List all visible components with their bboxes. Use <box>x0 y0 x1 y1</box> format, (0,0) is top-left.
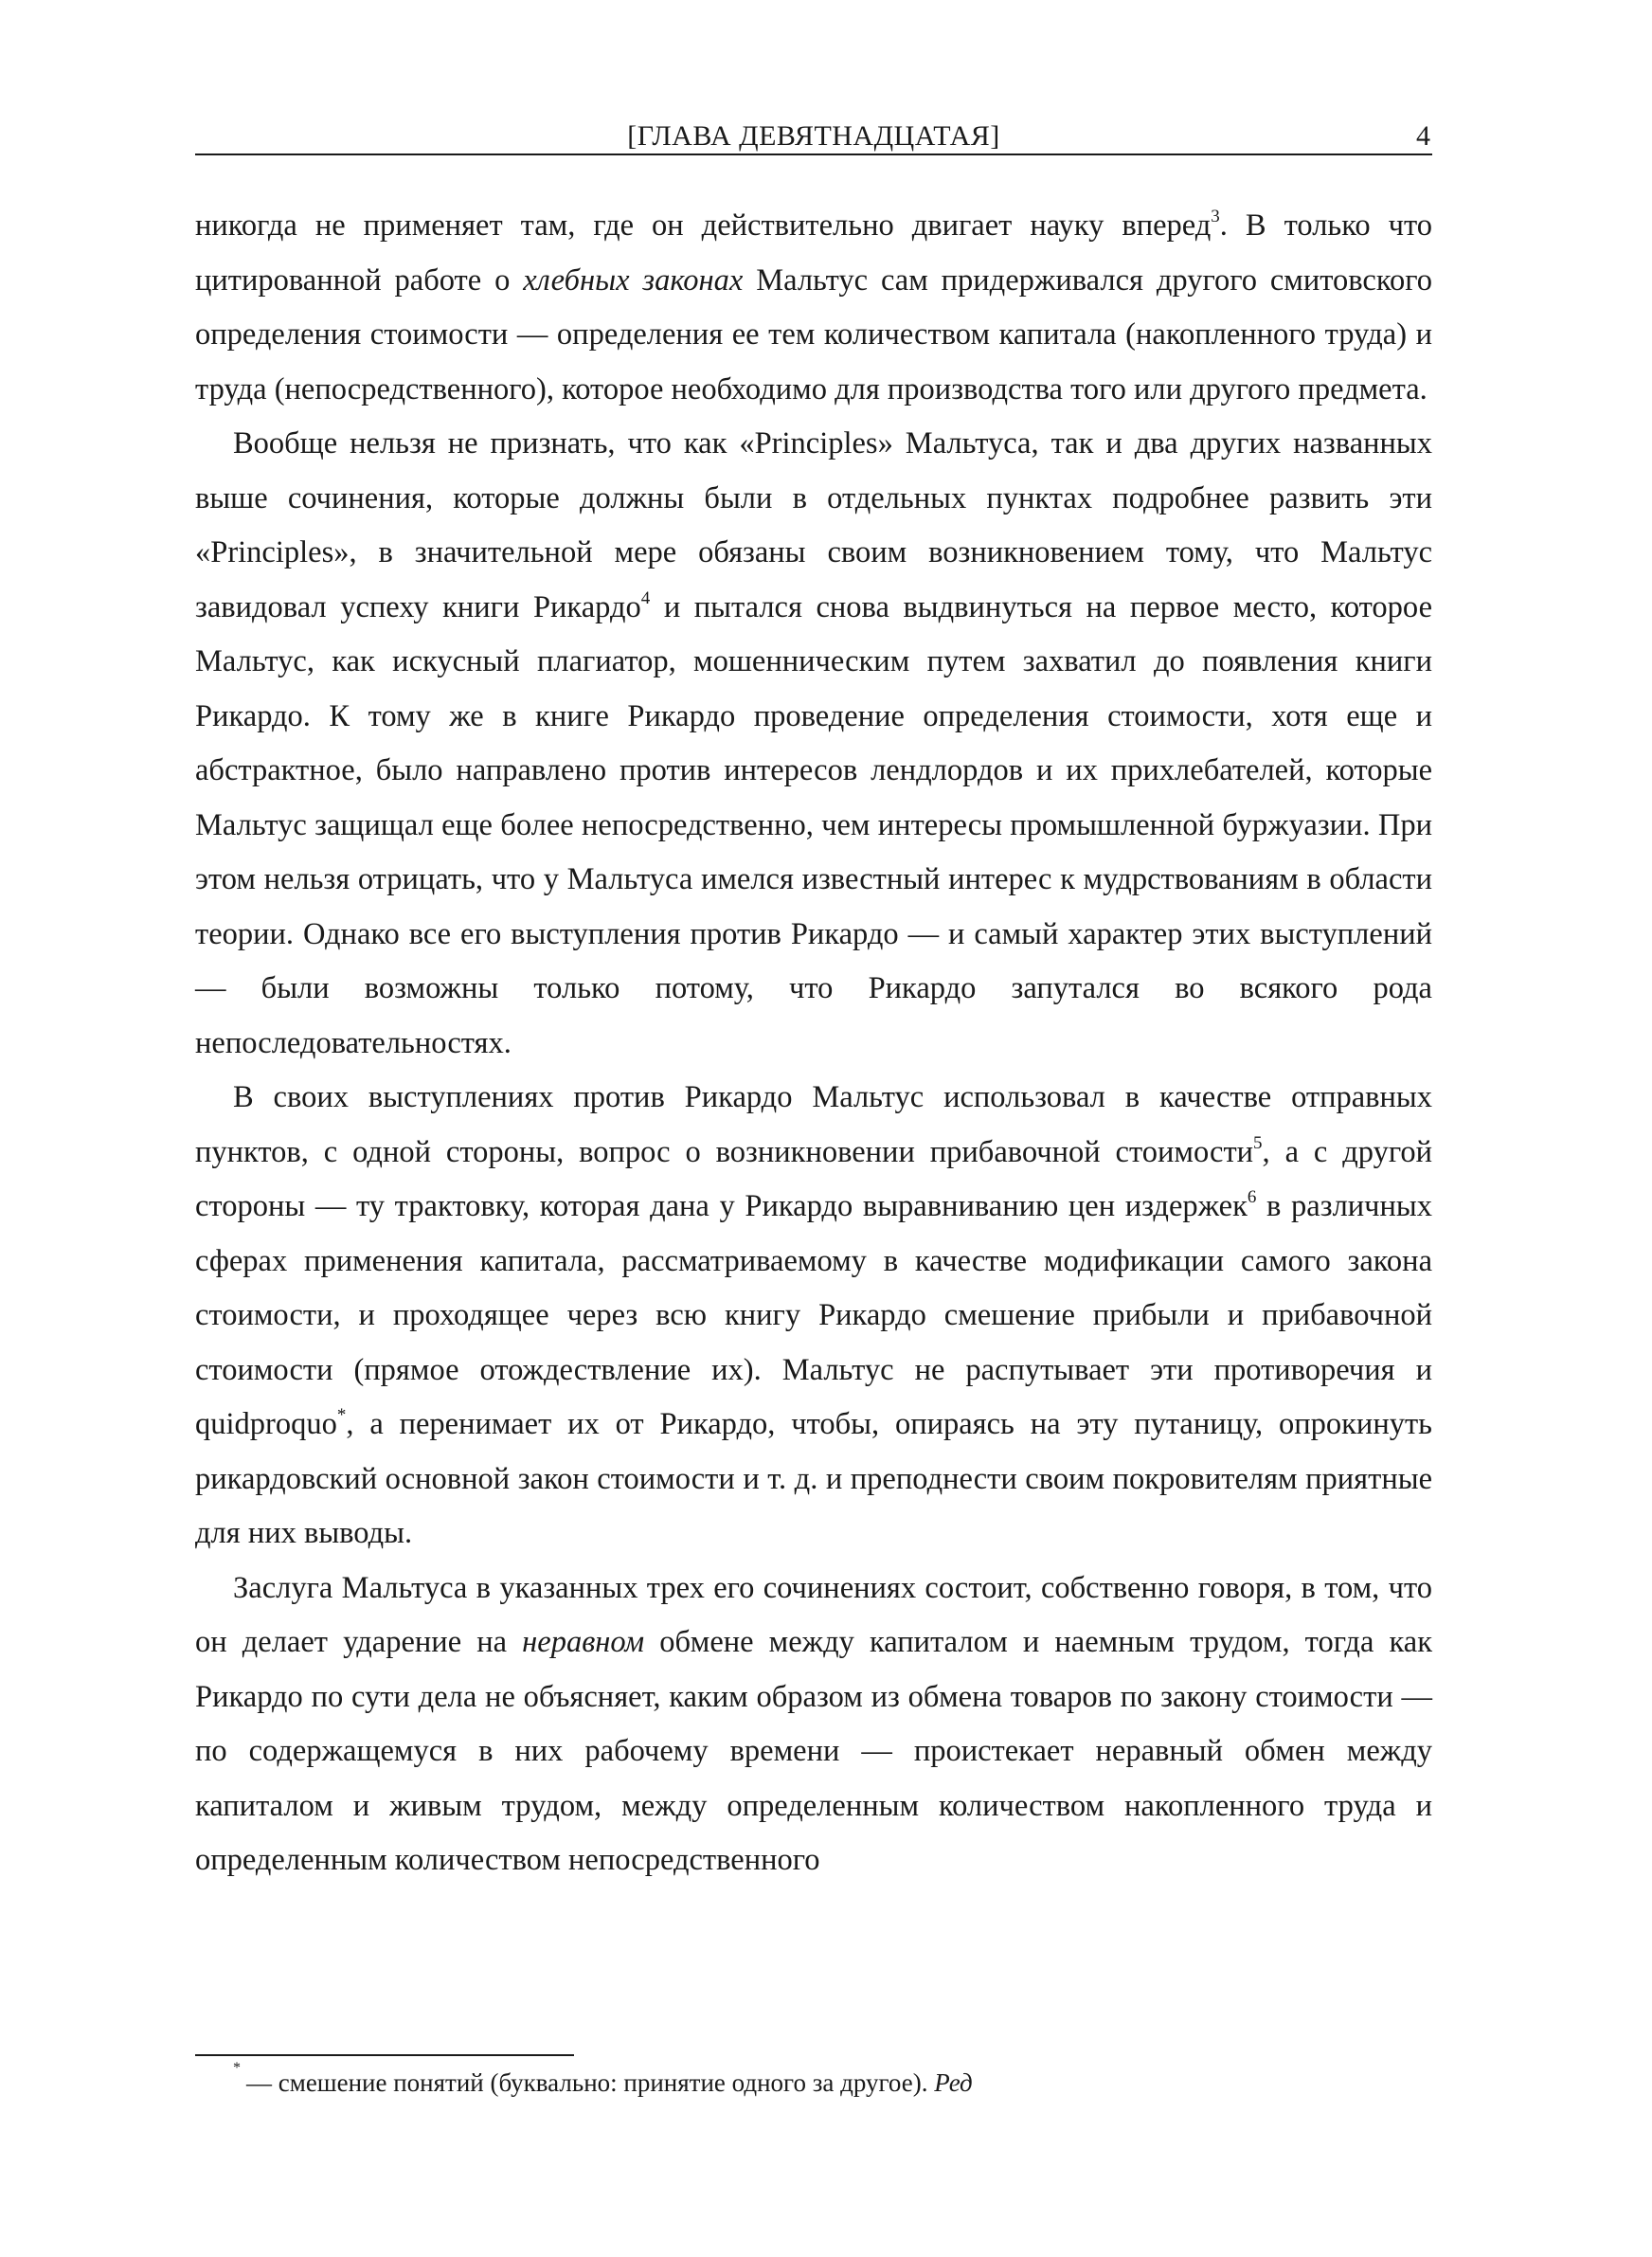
emphasis-text: хлебных законах <box>523 262 744 298</box>
page-number: 4 <box>1416 120 1430 152</box>
text-run: . В только что цитированной работе о <box>195 208 1432 298</box>
paragraph-4 <box>195 1562 1432 1888</box>
text-run: Мальтус сам придерживался другого смитовского определения стоимости — определения ее тем количеством капитала (накопленного труда) и труда (непосредственного), которое необходимо для производства того или другого предмета. <box>195 262 1433 406</box>
text-run: Заслуга Мальтуса в указанных трех его сочинениях состоит, собственно говоря, в том, что он делает ударение на <box>195 1570 1432 1659</box>
paragraph-1 <box>195 199 1432 417</box>
chapter-title: [ГЛАВА ДЕВЯТНАДЦАТАЯ] <box>627 120 1000 152</box>
text-run: обмене между капиталом и наемным трудом, тогда как Рикардо по сути дела не объясняет, каким образом из обмена товаров по закону стоимости — по содержащемуся в них рабочему времени — проистекает неравный обмен между капиталом и живым трудом, между определенным количеством накопленного труда и определенным количеством непосредственного <box>195 1625 1432 1877</box>
text-run: , а перенимает их от Рикардо, чтобы, опираясь на эту путаницу, опрокинуть рикардовский основной закон стоимости и т. д. и преподнести своим покровителям приятные для них выводы. <box>195 1407 1432 1550</box>
footnote-editor-mark: Ред <box>934 2068 973 2097</box>
footnote-marker: * <box>233 2060 241 2076</box>
text-run: Вообще нельзя не признать, что как «Principles» Мальтуса, так и два других названных выше сочинения, которые должны были в отдельных пунктах подробнее развить эти «Principles», в значительной мере обязаны своим возникновением тому, что Мальтус завидовал успеху книги Рикардо <box>195 426 1432 624</box>
footnote-text: — смешение понятий (буквально: принятие одного за другое). <box>246 2068 935 2097</box>
text-run: никогда не применяет там, где он действительно двигает науку вперед <box>195 208 1212 243</box>
main-text <box>195 199 1432 1888</box>
emphasis-text: неравном <box>522 1625 645 1659</box>
paragraph-2 <box>195 417 1432 1071</box>
footnote-ref-3: 3 <box>1211 207 1220 227</box>
footnote <box>233 2060 1427 2102</box>
footnote-ref-6: 6 <box>1247 1187 1257 1208</box>
text-run: , а с другой стороны — ту трактовку, которая дана у Рикардо выравниванию цен издержек <box>195 1134 1432 1223</box>
footnote-ref-star: * <box>336 1405 347 1426</box>
footnote-separator <box>195 2054 574 2056</box>
text-run: и пытался снова выдвинуться на первое место, которое Мальтус, как искусный плагиатор, мошенническим путем захватил до появления книги Рикардо. К тому же в книге Рикардо проведение определения стоимости, хотя еще и абстрактное, было направлено против интересов лендлордов и их прихлебателей, которые Мальтус защищал еще более непосредственно, чем интересы промышленной буржуазии. При этом нельзя отрицать, что у Мальтуса имелся известный интерес к мудрствованиям в области теории. Однако все его выступления против Рикардо — и самый характер этих выступлений — были возможны только потому, что Рикардо запутался во всякого рода непоследовательностях. <box>195 589 1432 1060</box>
footnote-ref-4: 4 <box>640 587 651 608</box>
text-run: в различных сферах применения капитала, рассматриваемому в качестве модификации самого закона стоимости, и проходящее через всю книгу Рикардо смешение прибыли и прибавочной стоимости (прямое отождествление их). Мальтус не распутывает эти противоречия и quidproquo <box>195 1189 1433 1441</box>
paragraph-3 <box>195 1071 1432 1562</box>
footnote-ref-5: 5 <box>1253 1132 1263 1153</box>
running-header <box>195 119 1432 155</box>
text-run: В своих выступлениях против Рикардо Мальтус использовал в качестве отправных пунктов, с одной стороны, вопрос о возникновении прибавочной стоимости <box>195 1080 1432 1169</box>
